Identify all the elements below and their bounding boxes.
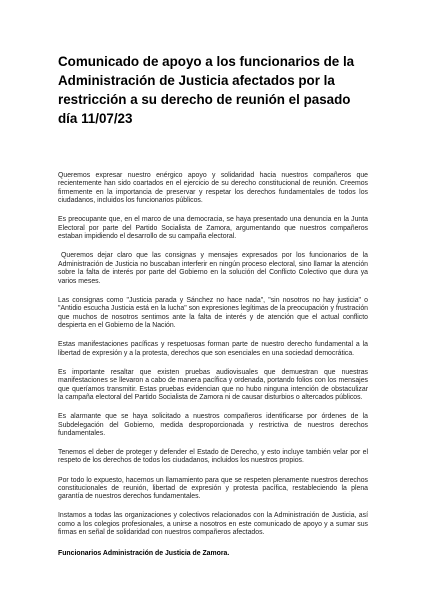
paragraph: Queremos dejar claro que las consignas y mensajes expresados por los funcionarios de la Administración de Justicia no buscaban interferir en ningún proceso electoral, sino llamar la atención sobre la falta de interés por parte del Gobierno en la solución del Conflicto Colectivo que dura ya varios meses.: [58, 252, 368, 285]
document-body: [58, 172, 368, 538]
paragraph: Tenemos el deber de proteger y defender el Estado de Derecho, y esto incluye también velar por el respeto de los derechos de todos los ciudadanos, incluidos los nuestros propios.: [58, 449, 368, 465]
paragraph: Queremos expresar nuestro enérgico apoyo y solidaridad hacia nuestros compañeros que recientemente han sido coartados en el ejercicio de su derecho constitucional de reunión. Creemos firmemente en la importancia de preservar y respetar los derechos fundamentales de todos los ciudadanos, incluidos los funcionarios públicos.: [58, 172, 368, 205]
document-title: Comunicado de apoyo a los funcionarios de la Administración de Justicia afectados por la restricción a su derecho de reunión el pasado día 11/07/23: [58, 54, 355, 126]
paragraph: Es preocupante que, en el marco de una democracia, se haya presentado una denuncia en la Junta Electoral por parte del Partido Socialista de Zamora, argumentando que nuestros compañeros estaban impidiendo el desarrollo de su campaña electoral.: [58, 216, 368, 241]
paragraph: Estas manifestaciones pacíficas y respetuosas forman parte de nuestro derecho fundamental a la libertad de expresión y a la protesta, derechos que son esenciales en una sociedad democrática.: [58, 341, 368, 357]
signature: Funcionarios Administración de Justicia de Zamora.: [58, 549, 230, 557]
paragraph: Instamos a todas las organizaciones y colectivos relacionados con la Administración de Justicia, así como a los colegios profesionales, a unirse a nosotros en este comunicado de apoyo y a sumar sus firmas en señal de solidaridad con nuestros compañeros afectados.: [58, 512, 368, 537]
paragraph: Es alarmante que se haya solicitado a nuestros compañeros identificarse por órdenes de la Subdelegación del Gobierno, medida desproporcionada y restrictiva de nuestros derechos fundamentales.: [58, 413, 368, 437]
paragraph: Es importante resaltar que existen pruebas audiovisuales que demuestran que nuestras manifestaciones se llevaron a cabo de manera pacífica y ordenada, portando folios con los mensajes que queríamos transmitir. Estas pruebas evidencian que no hubo ninguna intención de obstaculizar la campaña electoral del Partido Socialista de Zamora ni de causar disturbios o altercados públicos.: [58, 368, 368, 402]
paragraph: Las consignas como "Justicia parada y Sánchez no hace nada", "sin nosotros no hay justicia" o "Antidio escucha Justicia está en la lucha" son expresiones legítimas de la preocupación y frustración que muchos de nosotros sentimos ante la falta de interés y de atención que el actual conflicto despierta en el Gobierno de la Nación.: [58, 296, 368, 330]
paragraph: Por todo lo expuesto, hacemos un llamamiento para que se respeten plenamente nuestros derechos constitucionales de reunión, libertad de expresión y protesta pacífica, restableciendo la plena garantía de nuestros derechos fundamentales.: [58, 476, 368, 501]
